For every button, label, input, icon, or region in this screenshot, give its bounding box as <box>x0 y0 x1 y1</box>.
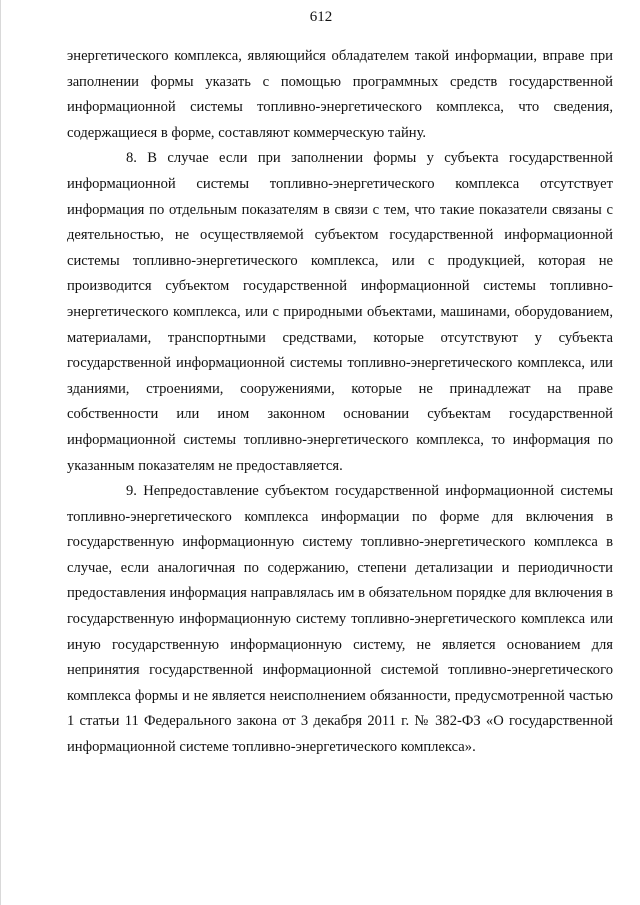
paragraph-clause-9: 9. Непредоставление субъектом государственной информационной системы топливно-энергетического комплекса информации по форме для включения в государственную информационную систему топливно-энергетического комплекса в случае, если аналогичная по содержанию, степени детализации и периодичности предоставления информация направлялась им в обязательном порядке для включения в государственную информационную систему топливно-энергетического комплекса или иную государственную информационную систему, не является основанием для непринятия государственной информационной системой топливно-энергетического комплекса формы и не является неисполнением обязанности, предусмотренной частью 1 статьи 11 Федерального закона от 3 декабря 2011 г. № 382-ФЗ «О государственной информационной системе топливно-энергетического комплекса». <box>67 483 613 756</box>
paragraph-continuation: энергетического комплекса, являющийся обладателем такой информации, вправе при заполнении формы указать с помощью программных средств государственной информационной системы топливно-энергетического комплекса, что сведения, содержащиеся в форме, составляют коммерческую тайну. <box>67 48 613 141</box>
document-body <box>67 44 613 761</box>
paragraph-clause-8: 8. В случае если при заполнении формы у субъекта государственной информационной системы топливно-энергетического комплекса отсутствует информация по отдельным показателям в связи с тем, что такие показатели связаны с деятельностью, не осуществляемой субъектом государственной информационной системы топливно-энергетического комплекса, или с продукцией, которая не производится субъектом государственной информационной системы топливно-энергетического комплекса, или с природными объектами, машинами, оборудованием, материалами, транспортными средствами, которые отсутствуют у субъекта государственной информационной системы топливно-энергетического комплекса, или зданиями, строениями, сооружениями, которые не принадлежат на праве собственности или ином законном основании субъектам государственной информационной системы топливно-энергетического комплекса, то информация по указанным показателям не предоставляется. <box>67 150 613 474</box>
page-number: 612 <box>309 9 333 25</box>
